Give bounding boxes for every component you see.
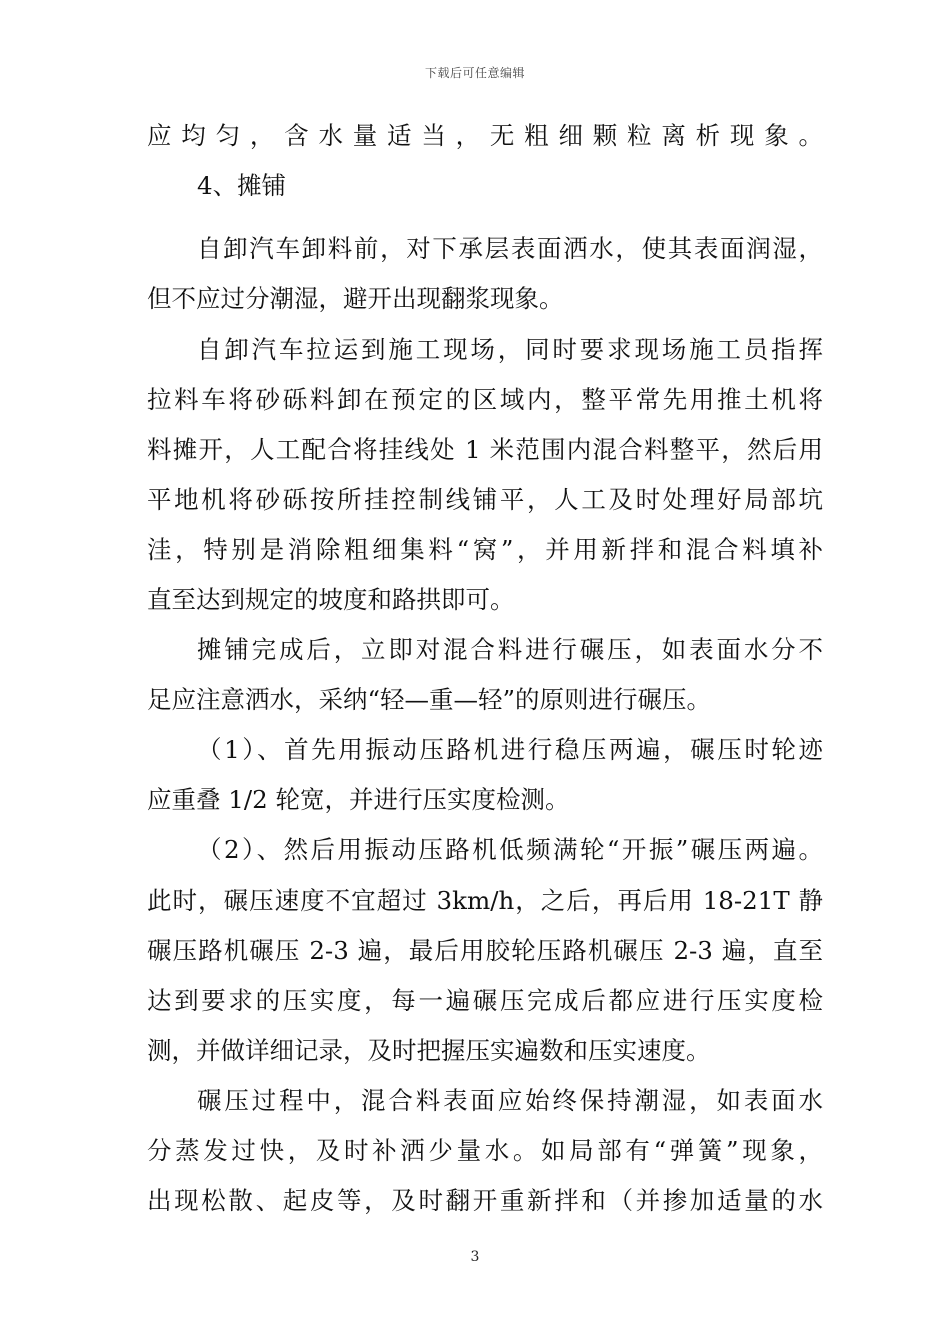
body-line: 碾压路机碾压 2-3 遍，最后用胶轮压路机碾压 2-3 遍，直至 <box>147 936 823 965</box>
body-line: 应重叠 1/2 轮宽，并进行压实度检测。 <box>147 785 570 814</box>
page-number: 3 <box>470 1249 480 1265</box>
body-line: 此时，碾压速度不宜超过 3km/h，之后，再后用 18-21T 静 <box>147 886 823 915</box>
body-line: 直至达到规定的坡度和路拱即可。 <box>147 585 515 614</box>
body-line: 摊铺完成后，立即对混合料进行碾压，如表面水分不 <box>197 635 823 664</box>
body-line: 出现松散、起皮等，及时翻开重新拌和（并掺加适量的水 <box>147 1186 823 1215</box>
body-line: 达到要求的压实度，每一遍碾压完成后都应进行压实度检 <box>147 986 823 1015</box>
body-line: 应均匀，含水量适当，无粗细颗粒离析现象。 <box>147 121 823 150</box>
body-line: 但不应过分潮湿，避开出现翻浆现象。 <box>147 284 564 313</box>
body-line: 拉料车将砂砾料卸在预定的区域内，整平常先用推土机将 <box>147 385 823 414</box>
body-line: （1）、首先用振动压路机进行稳压两遍，碾压时轮迹 <box>197 735 823 764</box>
body-line: 自卸汽车拉运到施工现场，同时要求现场施工员指挥 <box>197 335 823 364</box>
body-line: 洼，特别是消除粗细集料“窝”，并用新拌和混合料填补 <box>147 535 823 564</box>
body-line: 自卸汽车卸料前，对下承层表面洒水，使其表面润湿， <box>197 234 823 263</box>
page-header: 下载后可任意编辑 <box>424 66 525 80</box>
section-heading: 4、摊铺 <box>197 171 287 200</box>
body-line: （2）、然后用振动压路机低频满轮“开振”碾压两遍。 <box>197 835 823 864</box>
body-line: 碾压过程中，混合料表面应始终保持潮湿，如表面水 <box>197 1086 823 1115</box>
body-line: 平地机将砂砾按所挂控制线铺平，人工及时处理好局部坑 <box>147 485 823 514</box>
body-line: 分蒸发过快，及时补洒少量水。如局部有“弹簧”现象， <box>147 1136 823 1165</box>
body-line: 料摊开，人工配合将挂线处 1 米范围内混合料整平，然后用 <box>147 435 823 464</box>
body-line: 测，并做详细记录，及时把握压实遍数和压实速度。 <box>147 1036 711 1065</box>
body-line: 足应注意洒水，采纳“轻—重—轻”的原则进行碾压。 <box>147 685 712 714</box>
